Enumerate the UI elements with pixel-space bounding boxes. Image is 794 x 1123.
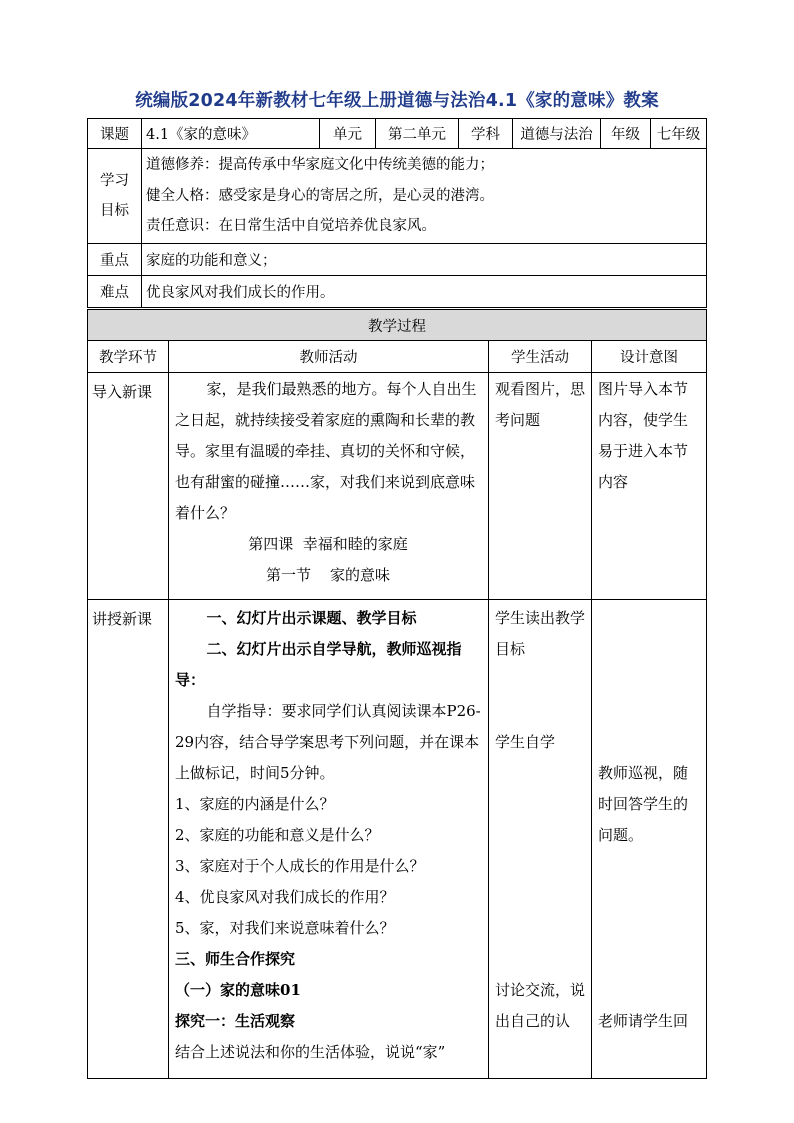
self-study-guide: 自学指导：要求同学们认真阅读课本P26-29内容，结合导学案思考下列问题，并在课本上做标记，时间5分钟。 (175, 702, 481, 782)
intro-row (88, 373, 707, 600)
unit-value: 第二单元 (376, 119, 459, 149)
column-stage: 教学环节 (88, 341, 169, 373)
goals-label-line-2: 目标 (100, 203, 129, 219)
student-activity-2: 学生自学 (495, 733, 556, 751)
step-1: 一、幻灯片出示课题、教学目标 (206, 609, 417, 627)
explore-title: 探究一：生活观察 (175, 1012, 296, 1030)
goals-label (88, 149, 142, 244)
difficulty-value: 优良家风对我们成长的作用。 (142, 276, 707, 308)
topic-value: 4.1《家的意味》 (142, 119, 320, 149)
subject-label: 学科 (459, 119, 513, 149)
grade-value: 七年级 (651, 119, 707, 149)
difficulty-row (88, 276, 707, 308)
question-item: 5、家，对我们来说意味着什么？ (175, 919, 395, 937)
design-intent-2: 老师请学生回 (598, 1012, 689, 1030)
teaching-process-table (87, 309, 707, 1079)
unit-label: 单元 (320, 119, 376, 149)
subject-value: 道德与法治 (513, 119, 601, 149)
document-title: 统编版2024年新教材七年级上册道德与法治4.1《家的意味》教案 (135, 91, 659, 111)
question-item: 4、优良家风对我们成长的作用？ (175, 888, 395, 906)
key-point-row (88, 244, 707, 276)
intro-student-activity: 观看图片，思考问题 (489, 373, 592, 600)
teach-teacher-activity (169, 600, 489, 1079)
intro-stage: 导入新课 (88, 373, 169, 600)
teach-row (88, 600, 707, 1079)
teach-stage: 讲授新课 (88, 600, 169, 1079)
key-point-label: 重点 (88, 244, 142, 276)
column-teacher: 教师活动 (169, 341, 489, 373)
student-activity-3: 讨论交流，说出自己的认 (495, 981, 586, 1030)
grade-label: 年级 (601, 119, 651, 149)
difficulty-label: 难点 (88, 276, 142, 308)
question-item: 1、家庭的内涵是什么？ (175, 795, 335, 813)
intro-design-intent: 图片导入本节内容，使学生易于进入本节内容 (592, 373, 707, 600)
subsection-1: （一）家的意味01 (175, 981, 301, 999)
column-intent: 设计意图 (592, 341, 707, 373)
explore-text: 结合上述说法和你的生活体验，说说“家” (175, 1043, 446, 1061)
goals-label-line-1: 学习 (100, 173, 129, 189)
goal-item: 道德修养：提高传承中华家庭文化中传统美德的能力； (146, 157, 494, 174)
teach-design-intent (592, 600, 707, 1079)
student-activity-1: 学生读出教学目标 (495, 609, 586, 658)
step-2: 二、幻灯片出示自学导航，教师巡视指导： (175, 640, 462, 689)
intro-paragraph: 家，是我们最熟悉的地方。每个人自出生之日起，就持续接受着家庭的熏陶和长辈的教导。家里有温暖的牵挂、真切的关怀和守候，也有甜蜜的碰撞……家，对我们来说到底意味着什么？ (175, 380, 477, 522)
lesson-title: 第四课 幸福和睦的家庭 (248, 535, 408, 553)
process-header-row (88, 310, 707, 341)
process-header: 教学过程 (88, 310, 707, 341)
step-3: 三、师生合作探究 (175, 950, 296, 968)
section-title: 第一节 家的意味 (265, 566, 391, 584)
teach-student-activity (489, 600, 592, 1079)
question-item: 3、家庭对于个人成长的作用是什么？ (175, 857, 425, 875)
column-student: 学生活动 (489, 341, 592, 373)
design-intent-1: 教师巡视，随时回答学生的问题。 (598, 764, 689, 844)
goals-list (142, 149, 707, 244)
question-item: 2、家庭的功能和意义是什么？ (175, 826, 380, 844)
goals-row (88, 149, 707, 244)
key-point-value: 家庭的功能和意义； (142, 244, 707, 276)
goal-item: 健全人格：感受家是身心的寄居之所，是心灵的港湾。 (146, 187, 494, 204)
intro-teacher-activity (169, 373, 489, 600)
lesson-info-table (87, 118, 707, 308)
topic-label: 课题 (88, 119, 142, 149)
process-columns-row (88, 341, 707, 373)
goal-item: 责任意识：在日常生活中自觉培养优良家风。 (146, 218, 436, 235)
topic-row (88, 119, 707, 149)
